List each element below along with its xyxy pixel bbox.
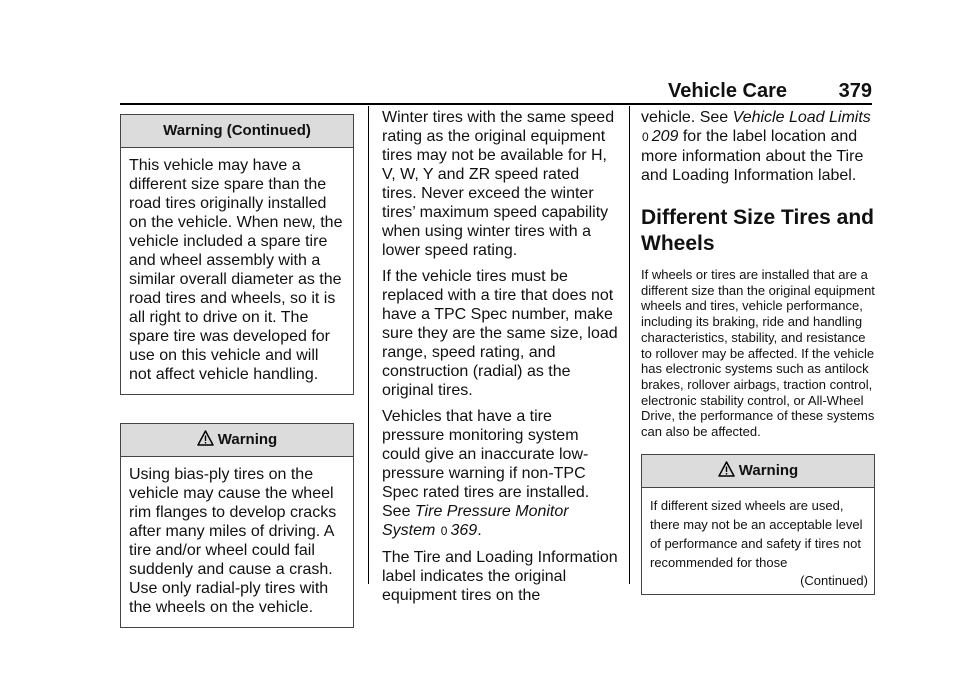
paragraph-tpc-spec: If the vehicle tires must be replaced with a tire that does not have a TPC Spec number, make sure they are the same size, load range, speed rating, and construction (radial) as the original tires. xyxy=(382,268,618,399)
warning-body xyxy=(642,488,874,594)
paragraph-continued xyxy=(641,108,875,185)
warning-body: Using bias-ply tires on the vehicle may cause the wheel rim flanges to develop cracks after many miles of driving. A tire and/or wheel could fail suddenly and cause a crash. Use only radial-ply tires with the wheels on the vehicle. xyxy=(129,466,337,616)
section-heading: Different Size Tires and Wheels xyxy=(641,206,875,255)
tpms-text: Vehicles that have a tire pressure monitoring system could give an inaccurate low-pressure warning if non-TPC Spec rated tires are installed. See xyxy=(382,408,590,520)
tpms-reference-link[interactable]: Tire Pressure Monitor System xyxy=(382,503,569,539)
bias-ply-warning-box xyxy=(120,423,354,628)
page-ref-arrow-icon: 0 xyxy=(642,130,649,144)
warning-header xyxy=(642,455,874,488)
paragraph-tpms: Vehicles that have a tire pressure monitoring system could give an inaccurate low-pressure warning if non-TPC Spec rated tires are installed. See Tire Pressure Monitor System 0 369. xyxy=(382,408,590,539)
warning-title: Warning xyxy=(738,461,799,479)
load-limits-page-link[interactable]: 209 xyxy=(651,128,679,145)
warning-continued-title: Warning (Continued) xyxy=(121,115,353,148)
warning-body-text: If different sized wheels are used, there may not be an acceptable level of performance and safety if tires not recommended for those xyxy=(650,497,863,570)
tpms-page-link[interactable]: 369 xyxy=(450,522,478,539)
page-number: 379 xyxy=(838,80,872,102)
column-3 xyxy=(641,108,875,595)
section-title: Vehicle Care xyxy=(668,80,787,102)
column-1 xyxy=(120,114,354,628)
continued-label: (Continued) xyxy=(800,572,868,588)
paragraph-different-size: If wheels or tires are installed that are a different size than the original equipment wheels and tires, vehicle performance, including its braking, ride and handling characteristics, stability, and resistance to rollover may be affected. If the vehicle has electronic systems such as antilock brakes, rollover airbags, traction control, electronic stability control, or All-Wheel Drive, the performance of these systems can also be affected. xyxy=(641,267,875,440)
warning-continued-box xyxy=(120,114,354,395)
warning-title: Warning xyxy=(217,431,278,448)
warning-triangle-icon xyxy=(718,461,735,477)
page-ref-arrow-icon: 0 xyxy=(440,524,448,538)
warning-triangle-icon xyxy=(197,430,214,446)
warning-header xyxy=(121,424,353,457)
different-size-warning-box xyxy=(641,454,875,595)
paragraph-winter-tires: Winter tires with the same speed rating as the original equipment tires may not be available for H, V, W, Y and ZR speed rated tires. Never exceed the winter tires’ maximum speed capability when using winter tires with a lower speed rating. xyxy=(382,109,615,259)
warning-continued-body: This vehicle may have a different size spare than the road tires originally installed on the vehicle. When new, the vehicle included a spare tire and wheel assembly with a similar overall diameter as the road tires and wheels, so it is all right to drive on it. The spare tire was developed for use on this vehicle and will not affect vehicle handling. xyxy=(129,157,343,383)
page-header xyxy=(120,80,872,102)
continued-rest: for the label location and more information about the Tire and Loading Information label. xyxy=(641,128,864,184)
header-rule xyxy=(120,103,872,105)
load-limits-reference-link[interactable]: Vehicle Load Limits xyxy=(732,109,871,126)
paragraph-loading-label: The Tire and Loading Information label indicates the original equipment tires on the xyxy=(382,549,618,604)
column-divider xyxy=(368,106,369,584)
column-2 xyxy=(382,108,618,612)
column-divider xyxy=(629,106,630,584)
continued-text: vehicle. See xyxy=(641,109,729,126)
